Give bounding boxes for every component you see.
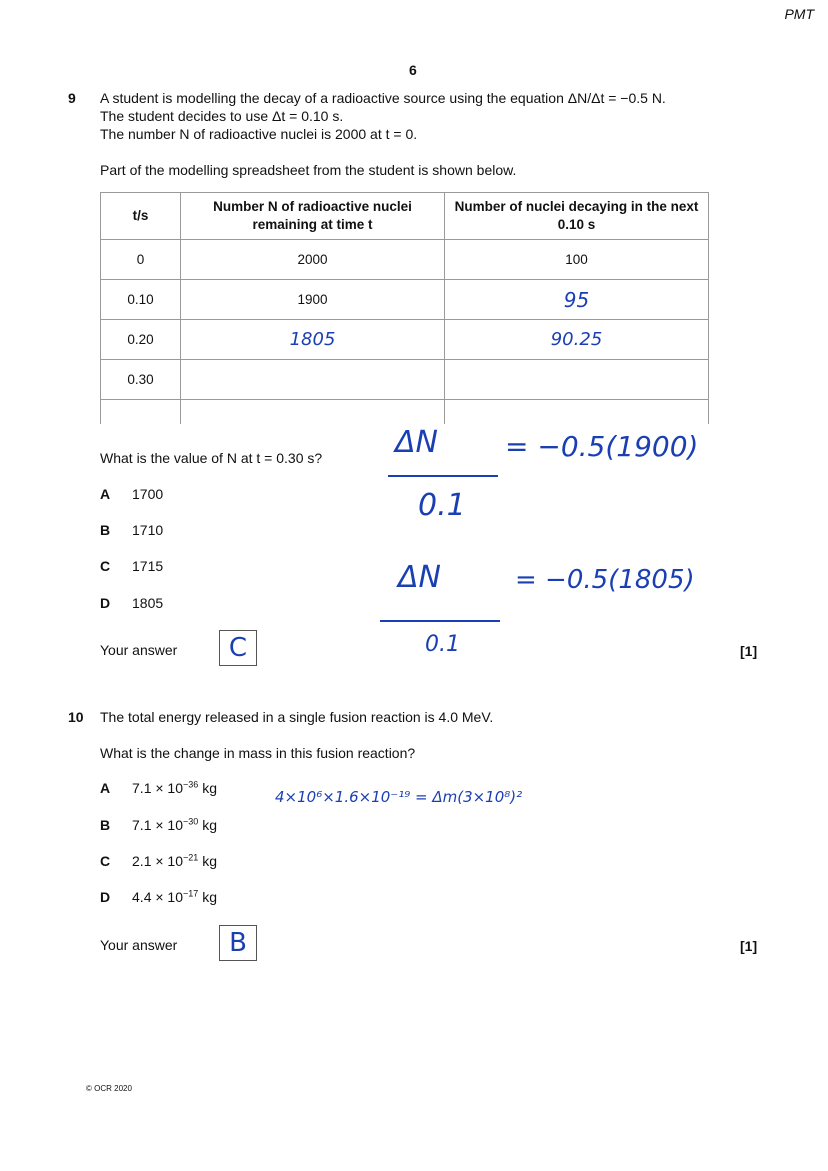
- cell-t: 0.10: [101, 280, 181, 320]
- q10-answer-box[interactable]: B: [219, 925, 257, 961]
- cell-n: 2000: [181, 240, 445, 280]
- option-unit: kg: [202, 853, 217, 869]
- q9-answer-box[interactable]: C: [219, 630, 257, 666]
- option-letter: B: [100, 522, 111, 538]
- working-1-fraction-bar: [388, 475, 498, 477]
- cell-t: 0: [101, 240, 181, 280]
- table-row: [101, 280, 709, 320]
- q10-number: 10: [68, 709, 84, 725]
- cell-decaying-handwritten: 90.25: [445, 320, 709, 360]
- header-nuclei-decaying: Number of nuclei decaying in the next 0.10 s: [445, 193, 709, 240]
- q9-question: What is the value of N at t = 0.30 s?: [100, 450, 323, 466]
- option-mantissa: 2.1 × 10: [132, 853, 184, 869]
- cell-t: 0.20: [101, 320, 181, 360]
- option-letter: C: [100, 853, 111, 869]
- cell-n-handwritten: 1805: [181, 320, 445, 360]
- q9-marks: [1]: [740, 643, 758, 659]
- working-2-numerator: ΔN: [398, 560, 441, 595]
- working-2-denominator: 0.1: [425, 632, 460, 657]
- q10-marks: [1]: [740, 938, 758, 954]
- option-exponent: −17: [183, 888, 199, 899]
- q9-option-d[interactable]: [100, 595, 163, 611]
- q9-stem-line-1: A student is modelling the decay of a radioactive source using the equation ΔN/Δt = −0.5 N.: [100, 90, 666, 106]
- working-2-fraction-bar: [380, 620, 500, 622]
- header-nuclei-remaining: Number N of radioactive nuclei remaining at time t: [181, 193, 445, 240]
- option-letter: C: [100, 558, 111, 574]
- q10-your-answer-label: Your answer: [100, 937, 178, 953]
- header-time: t/s: [101, 193, 181, 240]
- cell-decaying: 100: [445, 240, 709, 280]
- option-text: 1715: [132, 558, 164, 574]
- option-exponent: −30: [183, 816, 199, 827]
- option-letter: A: [100, 780, 111, 796]
- corner-label: PMT: [784, 6, 814, 22]
- spreadsheet-table: [100, 192, 709, 424]
- q9-stem-line-3: The number N of radioactive nuclei is 2000 at t = 0.: [100, 126, 418, 142]
- working-1-numerator: ΔN: [395, 425, 438, 460]
- working-1-denominator: 0.1: [418, 488, 466, 523]
- cell-n: 1900: [181, 280, 445, 320]
- table-row-cut: [101, 400, 709, 425]
- working-1-rhs: = −0.5(1900): [505, 430, 699, 463]
- table-row: [101, 320, 709, 360]
- cell-t: 0.30: [101, 360, 181, 400]
- q9-intro: Part of the modelling spreadsheet from the student is shown below.: [100, 162, 517, 178]
- cell-decaying-handwritten: 95: [445, 280, 709, 320]
- q10-option-b[interactable]: [100, 817, 217, 833]
- q10-option-a[interactable]: [100, 780, 217, 796]
- table-row: [101, 240, 709, 280]
- footer-copyright: © OCR 2020: [86, 1084, 132, 1093]
- q9-your-answer-label: Your answer: [100, 642, 178, 658]
- q9-stem-line-2: The student decides to use Δt = 0.10 s.: [100, 108, 344, 124]
- option-letter: D: [100, 595, 111, 611]
- q10-question: What is the change in mass in this fusion reaction?: [100, 745, 416, 761]
- q10-option-d[interactable]: [100, 889, 217, 905]
- q9-number: 9: [68, 90, 76, 106]
- option-text: 1700: [132, 486, 164, 502]
- q10-stem: The total energy released in a single fusion reaction is 4.0 MeV.: [100, 709, 494, 725]
- option-unit: kg: [202, 780, 217, 796]
- option-mantissa: 4.4 × 10: [132, 889, 184, 905]
- option-exponent: −36: [183, 779, 199, 790]
- q9-option-c[interactable]: [100, 558, 163, 574]
- cell-n: [181, 360, 445, 400]
- option-text: 1710: [132, 522, 164, 538]
- q9-option-b[interactable]: [100, 522, 163, 538]
- option-unit: kg: [202, 817, 217, 833]
- q10-option-c[interactable]: [100, 853, 217, 869]
- q9-option-a[interactable]: [100, 486, 163, 502]
- cell-decaying: [445, 360, 709, 400]
- option-text: 1805: [132, 595, 164, 611]
- option-mantissa: 7.1 × 10: [132, 817, 184, 833]
- option-unit: kg: [202, 889, 217, 905]
- option-mantissa: 7.1 × 10: [132, 780, 184, 796]
- option-letter: D: [100, 889, 111, 905]
- option-letter: A: [100, 486, 111, 502]
- page-number: 6: [409, 62, 417, 78]
- option-letter: B: [100, 817, 111, 833]
- option-exponent: −21: [183, 852, 199, 863]
- table-header-row: [101, 193, 709, 240]
- table-row: [101, 360, 709, 400]
- q10-working: 4×10⁶×1.6×10⁻¹⁹ = Δm(3×10⁸)²: [275, 788, 523, 806]
- working-2-rhs: = −0.5(1805): [515, 565, 695, 595]
